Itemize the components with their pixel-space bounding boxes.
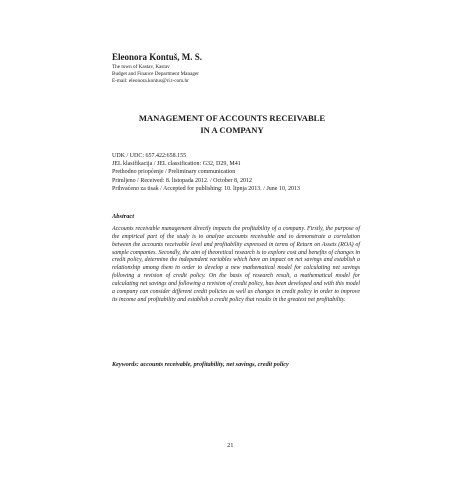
meta-jel: JEL klasifikacija / JEL classification: G32, D29, M41 — [112, 161, 241, 167]
author-name: Eleonora Kontuš, M. S. — [112, 52, 203, 62]
meta-accepted: Prihvaćeno za tisak / Accepted for publishing: 10. lipnja 2013. / June 10, 2013 — [112, 186, 300, 192]
author-affiliation-line: The town of Kastav, Kastav — [112, 64, 170, 70]
abstract-text: Accounts receivable management directly impacts the profitability of a company. Firstly, the purpose of the empirical part of the study is to analyze accounts receivable and to demonstrate a correlation between the accounts receivable level and profitability expressed in terms of Return on Assets (ROA) of sample companies. Secondly, the aim of theoretical research is to explore cost and benefits of changes in credit policy, determine the independent variables which have an impact on net savings and establish a relationship among them in order to develop a new mathematical model for calculating net savings following a revision of credit policy. On the basis of research result, a mathematical model for calculating net savings and following a revision of credit policy, has been developed and with this model a company can consider different credit policies as well as changes in credit policy in order to improve its income and profitability and establish a credit policy that results in the greatest net profitability. — [112, 226, 360, 303]
page-number: 21 — [227, 442, 234, 449]
title-line: MANAGEMENT OF ACCOUNTS RECEIVABLE — [138, 113, 326, 123]
author-email: E-mail: eleonora.kontus@ri.t-com.hr — [112, 78, 189, 84]
paper-title — [112, 112, 352, 136]
meta-udc: UDK / UDC: 657.422:658.155 — [112, 153, 187, 159]
meta-type: Prethodno priopćenje / Preliminary communication — [112, 169, 236, 175]
title-line: IN A COMPANY — [200, 125, 264, 135]
meta-received: Primljeno / Received: 8. listopada 2012. / October 8, 2012 — [112, 178, 252, 184]
author-affiliation-line: Budget and Finance Department Manager — [112, 71, 200, 77]
keywords: Keywords: accounts receivable, profitability, net savings, credit policy — [112, 361, 289, 368]
abstract-heading: Abstract — [112, 213, 135, 220]
